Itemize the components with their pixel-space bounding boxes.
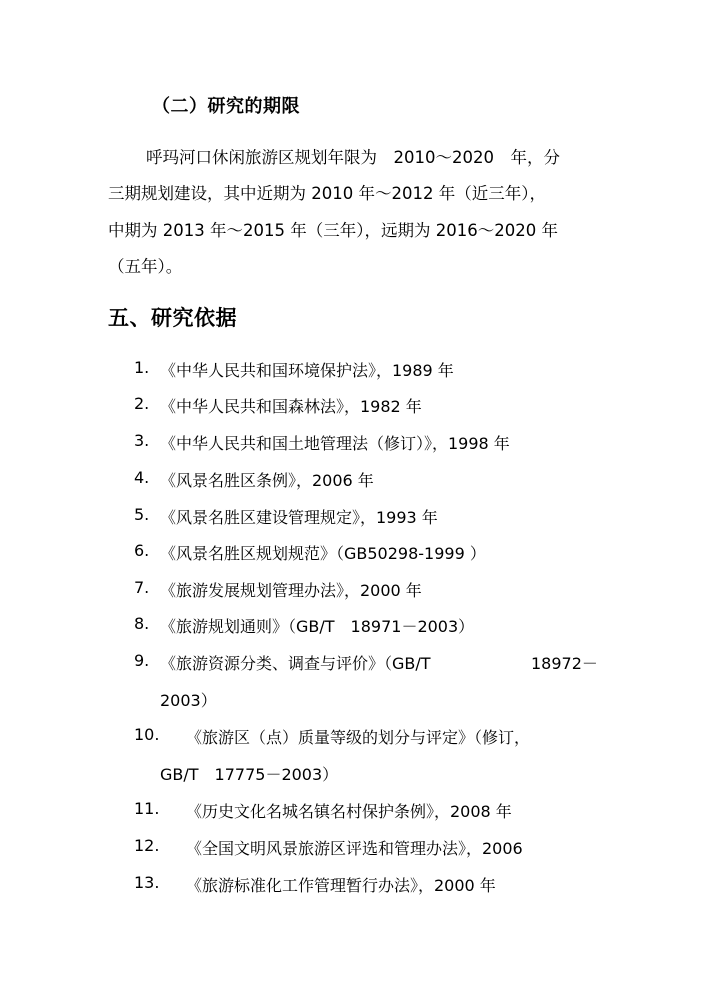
reference-number: 11.	[134, 799, 160, 818]
reference-item	[0, 541, 703, 567]
reference-number: 10.	[134, 725, 160, 744]
reference-item	[0, 614, 703, 640]
reference-continuation: 2003）	[160, 691, 217, 710]
paragraph-line: （五年）。	[108, 257, 183, 276]
reference-number: 3.	[134, 431, 150, 450]
reference-text: 《旅游发展规划管理办法》，2000 年	[160, 581, 422, 600]
reference-continuation: GB/T 17775－2003）	[160, 765, 339, 784]
reference-item	[0, 651, 703, 677]
reference-item	[0, 468, 703, 494]
reference-text: 《旅游区（点）质量等级的划分与评定》（修订，	[186, 728, 531, 747]
reference-number: 6.	[134, 541, 150, 560]
section-title: 五、研究依据	[108, 306, 237, 330]
reference-number: 1.	[134, 358, 150, 377]
reference-text: 《旅游标准化工作管理暂行办法》，2000 年	[186, 876, 496, 895]
subsection-title: （二）研究的期限	[152, 96, 300, 117]
reference-item	[0, 358, 703, 384]
reference-number: 12.	[134, 836, 160, 855]
reference-text: 《旅游资源分类、调查与评价》（GB/T	[160, 654, 431, 673]
reference-item	[0, 725, 703, 751]
reference-item	[0, 394, 703, 420]
reference-text: 《中华人民共和国森林法》，1982 年	[160, 397, 422, 416]
reference-item	[0, 505, 703, 531]
reference-text: 《风景名胜区条例》，2006 年	[160, 471, 374, 490]
reference-text: 《中华人民共和国土地管理法（修订）》，1998 年	[160, 434, 510, 453]
paragraph-line: 三期规划建设，其中近期为 2010 年～2012 年（近三年），	[108, 184, 546, 203]
reference-number: 7.	[134, 578, 150, 597]
reference-item	[0, 578, 703, 604]
reference-number: 13.	[134, 873, 160, 892]
reference-item	[0, 873, 703, 899]
reference-item	[0, 836, 703, 862]
reference-number: 5.	[134, 505, 150, 524]
reference-number: 4.	[134, 468, 150, 487]
reference-number: 8.	[134, 614, 150, 633]
paragraph-line: 呼玛河口休闲旅游区规划年限为 2010～2020 年，分	[146, 148, 560, 167]
reference-text: 《历史文化名城名镇名村保护条例》，2008 年	[186, 802, 512, 821]
reference-text: 《全国文明风景旅游区评选和管理办法》，2006	[186, 839, 523, 858]
paragraph-line: 中期为 2013 年～2015 年（三年），远期为 2016～2020 年	[108, 221, 558, 240]
reference-item	[0, 431, 703, 457]
reference-text: 《旅游规划通则》（GB/T 18971－2003）	[160, 617, 475, 636]
reference-text: 《风景名胜区规划规范》（GB50298-1999 ）	[160, 544, 486, 563]
reference-number: 2.	[134, 394, 150, 413]
reference-text-tail: 18972－	[531, 654, 598, 673]
reference-item	[0, 799, 703, 825]
reference-number: 9.	[134, 651, 150, 670]
reference-text: 《中华人民共和国环境保护法》，1989 年	[160, 361, 454, 380]
reference-text: 《风景名胜区建设管理规定》，1993 年	[160, 508, 438, 527]
